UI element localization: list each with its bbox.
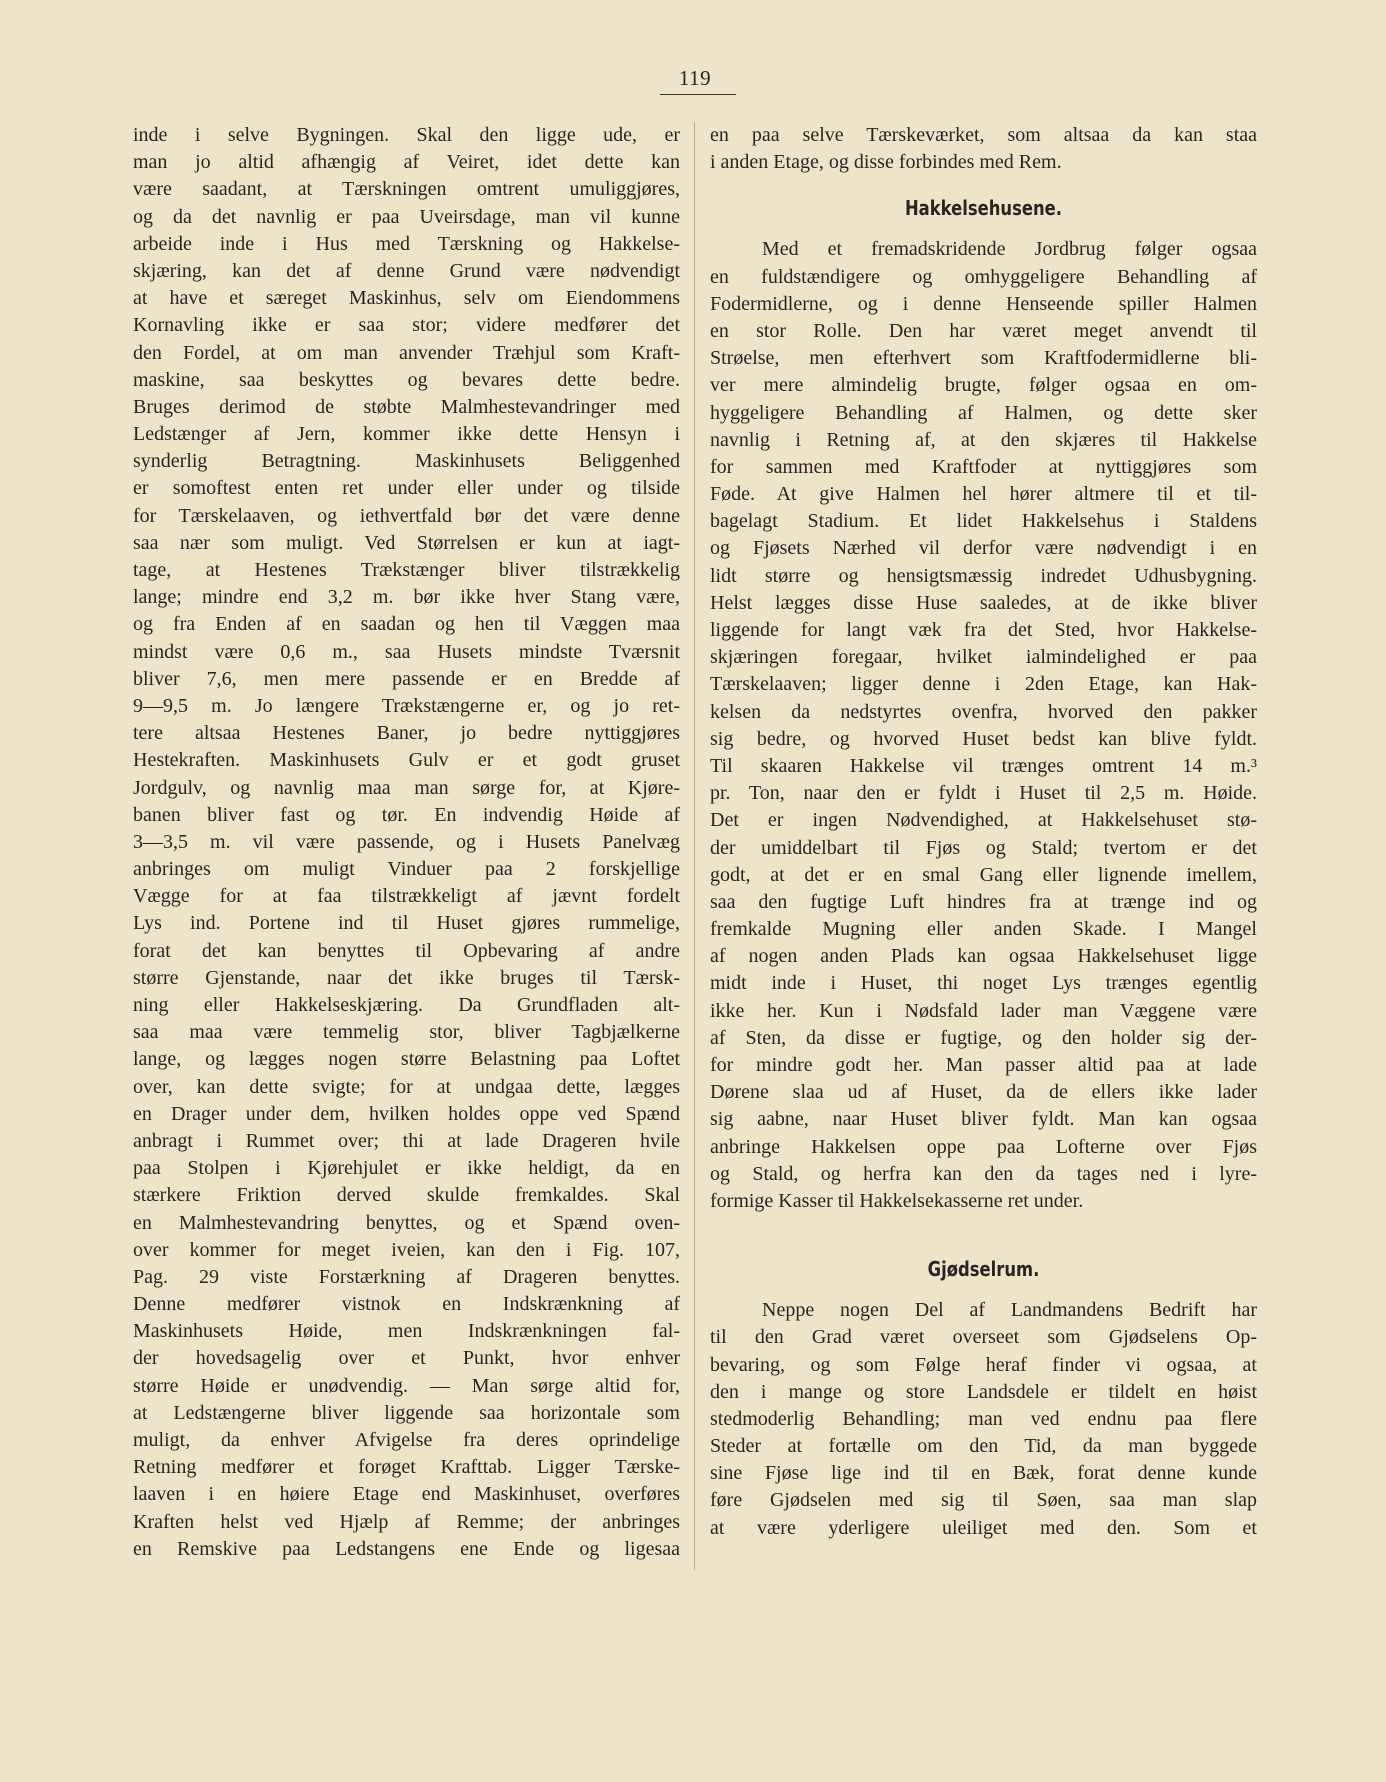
text-line: er somoftest enten ret under eller under og tilside [133,477,680,500]
text-line: ikke her. Kun i Nødsfald lader man Væggene være [710,999,1257,1022]
text-line: Det er ingen Nødvendighed, at Hakkelsehuset stø- [710,809,1257,832]
text-line: Dørene slaa ud af Huset, da de ellers ikke lader [710,1081,1257,1104]
text-line: hyggeligere Behandling af Halmen, og dette sker [710,401,1257,424]
text-line: laaven i en høiere Etage end Maskinhuset, overføres [133,1483,680,1506]
text-line: større Gjenstande, naar det ikke bruges til Tærsk- [133,966,680,989]
text-line: en paa selve Tærskeværket, som altsaa da kan staa [710,124,1257,146]
text-line: føre Gjødselen med sig til Søen, saa man slap [710,1489,1257,1512]
text-line: anbragt i Rummet over; thi at lade Drageren hvile [133,1129,680,1152]
column-divider [694,122,695,1570]
text-line: banen bliver fast og tør. En indvendig Høide af [133,803,680,826]
text-line: paa Stolpen i Kjørehjulet er ikke heldigt, da en [133,1157,680,1180]
text-line: man jo altid afhængig af Veiret, idet dette kan [133,151,680,174]
text-line: en Drager under dem, hvilken holdes oppe ved Spænd [133,1102,680,1125]
text-line: mindst være 0,6 m., saa Husets mindste Tværsnit [133,640,680,663]
text-line: større Høide er unødvendig. — Man sørge altid for, [133,1374,680,1397]
text-line: at have et særeget Maskinhus, selv om Eiendommens [133,287,680,310]
right-column [710,122,1257,1542]
text-line: saa nær som muligt. Ved Størrelsen er kun at iagt- [133,531,680,554]
text-line: Helst lægges disse Huse saaledes, at de ikke bliver [710,591,1257,614]
text-line: og da det navnlig er paa Uveirsdage, man vil kunne [133,205,680,228]
text-line: Jordgulv, og navnlig maa man sørge for, at Kjøre- [133,776,680,799]
text-line: navnlig i Retning af, at den skjæres til Hakkelse [710,428,1257,451]
text-line: sig aabne, naar Huset bliver fyldt. Man kan ogsaa [710,1108,1257,1131]
text-line: ning eller Hakkelseskjæring. Da Grundfladen alt- [133,994,680,1016]
text-line: Pag. 29 viste Forstærkning af Drageren benyttes. [133,1265,680,1288]
text-line: bagelagt Stadium. Et lidet Hakkelsehus i Staldens [710,510,1257,533]
text-line: skjæring, kan det af denne Grund være nødvendigt [133,259,680,282]
left-column [133,122,680,1563]
text-line: bevaring, og som Følge heraf finder vi ogsaa, at [710,1353,1257,1376]
text-line: en stor Rolle. Den har været meget anvendt til [710,319,1257,342]
text-line: anbringes om muligt Vinduer paa 2 forskjellige [133,858,680,881]
text-line: lange; mindre end 3,2 m. bør ikke hver Stang være, [133,586,680,609]
text-line: arbeide inde i Hus med Tærskning og Hakkelse- [133,232,680,255]
text-line: saa den fugtige Luft hindres fra at trænge ind og [710,890,1257,913]
text-line: og fra Enden af en saadan og hen til Væggen maa [133,613,680,636]
text-line: Strøelse, men efterhvert som Kraftfodermidlerne bli- [710,347,1257,370]
text-line: sig bedre, og hvorved Huset bedst kan blive fyldt. [710,727,1257,750]
section-heading-hakkelsehusene: Hakkelsehusene. [904,196,1063,221]
text-line: den i mange og store Landsdele er tildelt en høist [710,1380,1257,1403]
text-line: over, kan dette svigte; for at undgaa dette, lægges [133,1075,680,1098]
text-line: Tærskelaaven; ligger denne i 2den Etage, kan Hak- [710,673,1257,696]
text-line: pr. Ton, naar den er fyldt i Huset til 2,5 m. Høide. [710,782,1257,805]
text-line: at Ledstængerne bliver liggende saa horizontale som [133,1401,680,1424]
text-line: der umiddelbart til Fjøs og Stald; tvertom er det [710,836,1257,859]
text-line: Steder at fortælle om den Tid, da man byggede [710,1435,1257,1458]
text-line: lange, og lægges nogen større Belastning paa Loftet [133,1048,680,1071]
text-line: maskine, saa beskyttes og bevares dette bedre. [133,368,680,391]
section-gap [710,1215,1257,1237]
text-line: for sammen med Kraftfoder at nyttiggjøres som [710,455,1257,478]
text-line: for mindre godt her. Man passer altid paa at lade [710,1054,1257,1076]
text-line: synderlig Betragtning. Maskinhusets Beliggenhed [133,450,680,473]
text-line: tage, at Hestenes Trækstænger bliver tilstrækkelig [133,559,680,581]
text-line: muligt, da enhver Afvigelse fra deres oprindelige [133,1429,680,1451]
text-line: anbringe Hakkelsen oppe paa Lofterne over Fjøs [710,1135,1257,1158]
text-line: midt inde i Huset, thi noget Lys trænges egentlig [710,972,1257,995]
text-line: godt, at det er en smal Gang eller lignende imellem, [710,863,1257,886]
section-heading-gjodselrum: Gjødselrum. [927,1257,1040,1282]
text-line: inde i selve Bygningen. Skal den ligge ude, er [133,124,680,146]
text-line: Kornavling ikke er saa stor; videre medfører det [133,314,680,337]
text-line: af nogen anden Plads kan ogsaa Hakkelsehuset ligge [710,945,1257,968]
text-line: af Sten, da disse er fugtige, og den holder sig der- [710,1026,1257,1049]
text-line: stærkere Friktion derved skulde fremkaldes. Skal [133,1184,680,1207]
text-line: stedmoderlig Behandling; man ved endnu paa flere [710,1407,1257,1430]
text-line: være saadant, at Tærskningen omtrent umuliggjøres, [133,178,680,201]
text-line: og Stald, og herfra kan den da tages ned i lyre- [710,1162,1257,1185]
text-line: bliver 7,6, men mere passende er en Bredde af [133,667,680,690]
text-line: Til skaaren Hakkelse vil trænges omtrent 14 m.³ [710,754,1257,777]
page-number-rule [660,94,736,95]
text-line: en Remskive paa Ledstangens ene Ende og ligesaa [133,1537,680,1560]
text-line: tere altsaa Hestenes Baner, jo bedre nyttiggjøres [133,722,680,745]
text-line: for Tærskelaaven, og iethvertfald bør det være denne [133,504,680,527]
text-line: fremkalde Mugning eller anden Skade. I Mangel [710,918,1257,941]
text-line: Kraften helst ved Hjælp af Remme; der anbringes [133,1510,680,1533]
text-line: saa maa være temmelig stor, bliver Tagbjælkerne [133,1021,680,1044]
text-line: lidt større og hensigtsmæssig indredet Udhusbygning. [710,564,1257,587]
text-line: Retning medfører et forøget Krafttab. Ligger Tærske- [133,1456,680,1479]
text-line: ver mere almindelig brugte, følger ogsaa en om- [710,374,1257,397]
text-line: i anden Etage, og disse forbindes med Rem. [710,151,1062,174]
text-line: Fodermidlerne, og i denne Henseende spiller Halmen [710,292,1257,315]
text-line: en Malmhestevandring benyttes, og et Spænd oven- [133,1211,680,1234]
text-line: Bruges derimod de støbte Malmhestevandringer med [133,395,680,418]
page-number: 119 [678,66,712,90]
text-line: at være yderligere uleiliget med den. Som et [710,1516,1257,1539]
text-line: Maskinhusets Høide, men Indskrænkningen fal- [133,1320,680,1343]
text-line: 3—3,5 m. vil være passende, og i Husets Panelvæg [133,830,680,853]
text-line: 9—9,5 m. Jo længere Trækstængerne er, og jo ret- [133,694,680,717]
text-line: der hovedsagelig over et Punkt, hvor enhver [133,1347,680,1370]
text-line: til den Grad været overseet som Gjødselens Op- [710,1326,1257,1349]
text-line: formige Kasser til Hakkelsekasserne ret under. [710,1189,1084,1212]
text-line: sine Fjøse lige ind til en Bæk, forat denne kunde [710,1462,1257,1485]
text-line: en fuldstændigere og omhyggeligere Behandling af [710,265,1257,288]
text-line: Med et fremadskridende Jordbrug følger ogsaa [762,238,1257,261]
text-line: kelsen da nedstyrtes ovenfra, hvorved den pakker [710,700,1257,723]
text-line: forat det kan benyttes til Opbevaring af andre [133,939,680,962]
text-line: skjæringen foregaar, hvilket ialmindelighed er paa [710,646,1257,669]
text-line: Vægge for at faa tilstrækkeligt af jævnt fordelt [133,885,680,908]
text-line: Lys ind. Portene ind til Huset gjøres rummelige, [133,912,680,935]
text-line: Denne medfører vistnok en Indskrænkning af [133,1293,680,1316]
text-line: Neppe nogen Del af Landmandens Bedrift har [762,1299,1257,1322]
text-line: Hestekraften. Maskinhusets Gulv er et godt gruset [133,749,680,772]
text-line: og Fjøsets Nærhed vil derfor være nødvendigt i en [710,537,1257,560]
text-line: Føde. At give Halmen hel hører altmere til et til- [710,483,1257,506]
text-line: liggende for langt væk fra det Sted, hvor Hakkelse- [710,619,1257,641]
text-line: over kommer for meget iveien, kan den i Fig. 107, [133,1238,680,1261]
text-line: Ledstænger af Jern, kommer ikke dette Hensyn i [133,423,680,446]
text-line: den Fordel, at om man anvender Træhjul som Kraft- [133,341,680,364]
